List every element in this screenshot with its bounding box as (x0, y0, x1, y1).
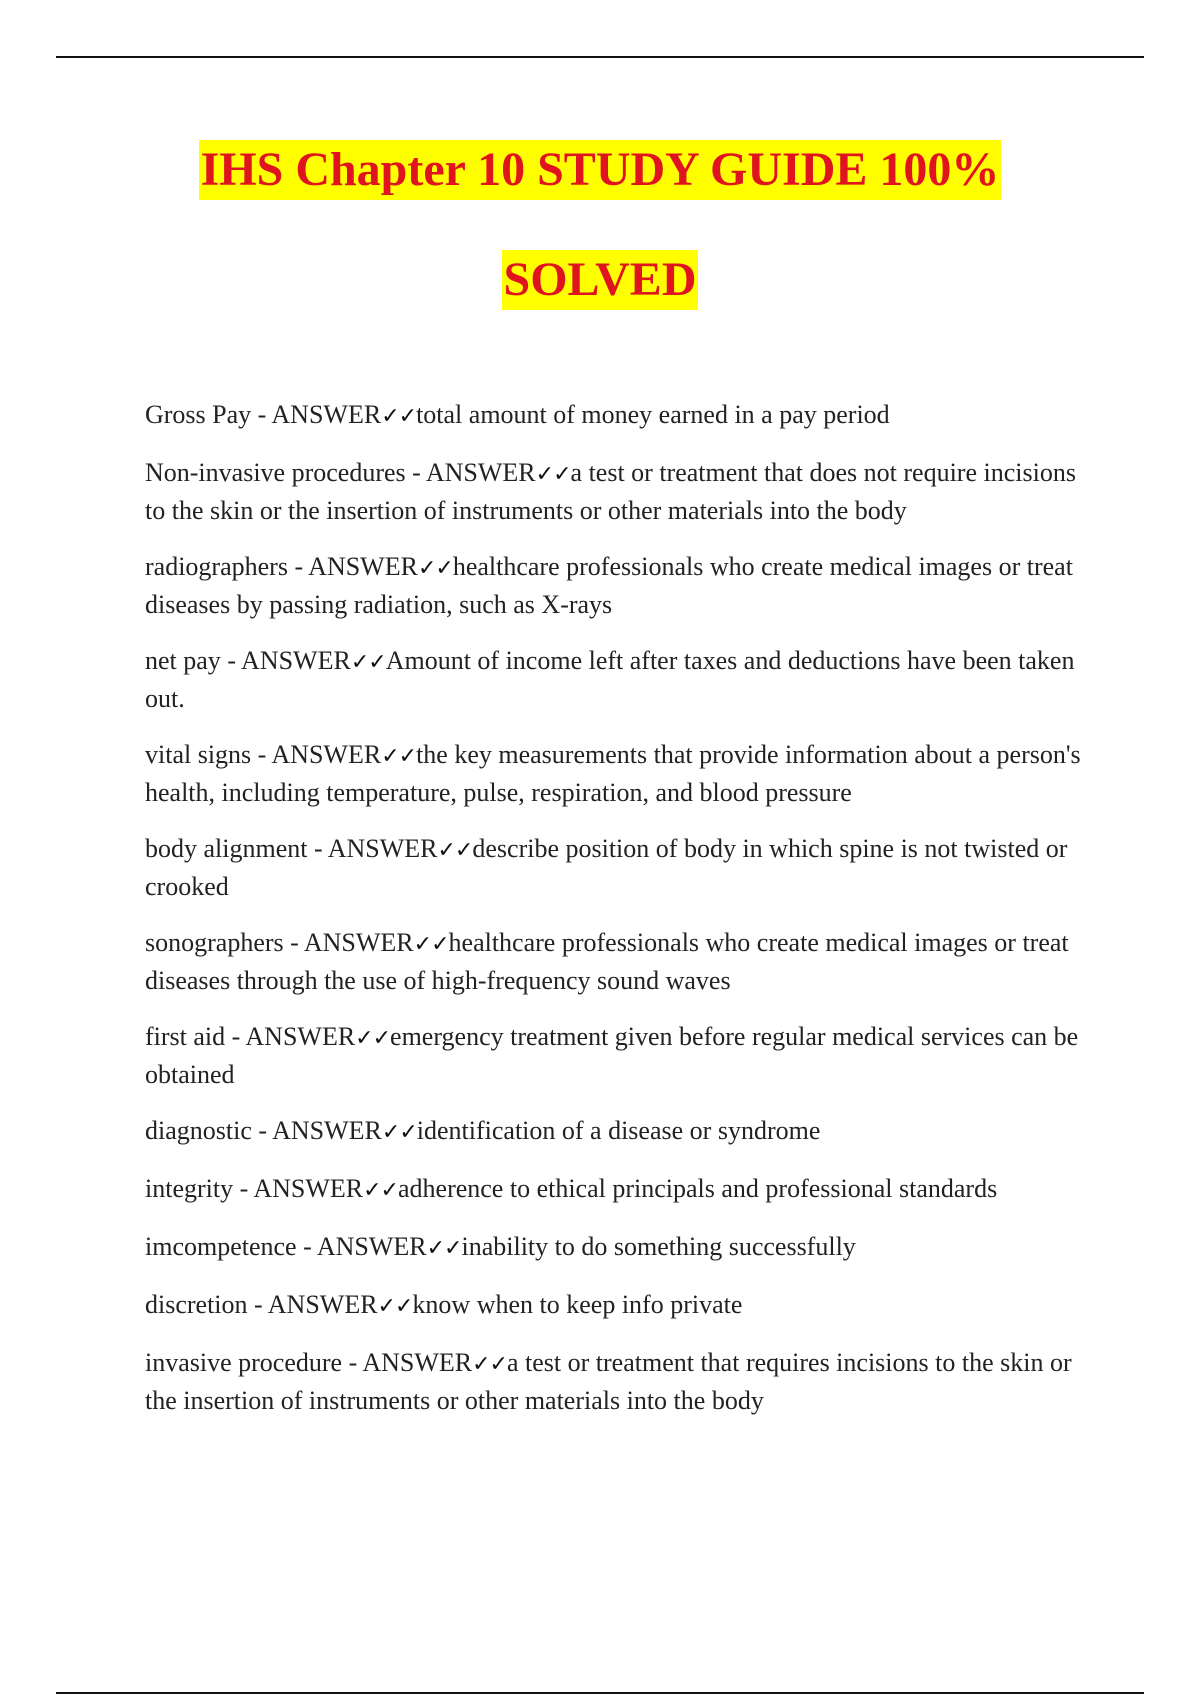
bottom-rule (56, 1692, 1144, 1694)
qa-term: diagnostic (145, 1116, 252, 1145)
qa-item (145, 455, 1095, 529)
qa-separator: - (307, 834, 328, 863)
qa-separator: - (342, 1348, 363, 1377)
qa-item (145, 1345, 1095, 1419)
qa-separator: - (296, 1232, 317, 1261)
answer-marker: ANSWER (272, 1116, 382, 1145)
qa-definition: a test or treatment that does not require incisions to the skin or the insertion of instruments or other materials into the body (145, 458, 1076, 525)
double-check-icon: ✓✓ (535, 462, 571, 487)
qa-separator: - (220, 646, 242, 675)
qa-term: Non-invasive procedures (145, 458, 406, 487)
double-check-icon: ✓✓ (413, 932, 449, 957)
qa-separator: - (405, 458, 426, 487)
qa-term: radiographers (145, 552, 288, 581)
qa-item (145, 549, 1095, 623)
qa-item (145, 925, 1095, 999)
qa-item (145, 1019, 1095, 1093)
double-check-icon: ✓✓ (377, 1294, 413, 1319)
qa-term: invasive procedure (145, 1348, 343, 1377)
qa-item (145, 831, 1095, 905)
qa-term: vital signs (145, 740, 252, 769)
qa-definition: a test or treatment that requires incisions to the skin or the insertion of instruments or other materials into the body (145, 1348, 1072, 1415)
answer-marker: ANSWER (327, 834, 438, 863)
qa-item (145, 1113, 1095, 1151)
title-line-2: SOLVED (502, 250, 699, 310)
double-check-icon: ✓✓ (381, 1120, 417, 1145)
qa-term: imcompetence (145, 1232, 297, 1261)
answer-marker: ANSWER (362, 1348, 473, 1377)
double-check-icon: ✓✓ (363, 1178, 398, 1203)
answer-marker: ANSWER (245, 1022, 356, 1051)
answer-marker: ANSWER (271, 400, 382, 429)
qa-term: net pay (145, 646, 221, 675)
qa-term: sonographers (145, 928, 284, 957)
qa-definition: total amount of money earned in a pay period (416, 400, 890, 429)
qa-definition: identification of a disease or syndrome (416, 1116, 821, 1145)
qa-definition: inability to do something successfully (461, 1232, 856, 1261)
qa-separator: - (225, 1022, 246, 1051)
qa-separator: - (251, 400, 272, 429)
double-check-icon: ✓✓ (472, 1352, 507, 1377)
qa-item (145, 1229, 1095, 1267)
qa-term: discretion (145, 1290, 248, 1319)
title-line-1: IHS Chapter 10 STUDY GUIDE 100% (199, 140, 1002, 200)
double-check-icon: ✓✓ (417, 556, 453, 581)
qa-item (145, 643, 1095, 717)
qa-separator: - (283, 928, 304, 957)
qa-term: integrity (145, 1174, 234, 1203)
qa-definition: healthcare professionals who create medical images or treat diseases through the use of high-frequency sound waves (145, 928, 1069, 995)
qa-separator: - (251, 740, 272, 769)
qa-list (145, 397, 1095, 1439)
double-check-icon: ✓✓ (381, 404, 417, 429)
qa-definition: Amount of income left after taxes and deductions have been taken out. (145, 646, 1075, 713)
qa-definition: healthcare professionals who create medical images or treat diseases by passing radiation, such as X-rays (145, 552, 1073, 619)
qa-item (145, 1287, 1095, 1325)
qa-item (145, 737, 1095, 811)
qa-term: first aid (145, 1022, 226, 1051)
answer-marker: ANSWER (425, 458, 536, 487)
answer-marker: ANSWER (271, 740, 382, 769)
double-check-icon: ✓✓ (426, 1236, 462, 1261)
qa-item (145, 397, 1095, 435)
qa-definition: adherence to ethical principals and professional standards (397, 1174, 998, 1203)
qa-item (145, 1171, 1095, 1209)
qa-separator: - (233, 1174, 254, 1203)
qa-definition: the key measurements that provide information about a person's health, including temperature, pulse, respiration, and blood pressure (145, 740, 1081, 807)
answer-marker: ANSWER (308, 552, 418, 581)
qa-separator: - (287, 552, 309, 581)
answer-marker: ANSWER (241, 646, 351, 675)
answer-marker: ANSWER (253, 1174, 364, 1203)
answer-marker: ANSWER (303, 928, 414, 957)
qa-separator: - (251, 1116, 273, 1145)
qa-term: Gross Pay (145, 400, 252, 429)
qa-definition: emergency treatment given before regular medical services can be obtained (145, 1022, 1079, 1089)
double-check-icon: ✓✓ (381, 744, 417, 769)
qa-separator: - (247, 1290, 268, 1319)
qa-term: body alignment (145, 834, 308, 863)
answer-marker: ANSWER (316, 1232, 427, 1261)
qa-definition: know when to keep info private (412, 1290, 743, 1319)
double-check-icon: ✓✓ (350, 650, 386, 675)
double-check-icon: ✓✓ (355, 1026, 391, 1051)
answer-marker: ANSWER (267, 1290, 378, 1319)
double-check-icon: ✓✓ (437, 838, 473, 863)
top-rule (56, 56, 1144, 58)
document-title (0, 140, 1200, 310)
qa-definition: describe position of body in which spine is not twisted or crooked (145, 834, 1068, 901)
